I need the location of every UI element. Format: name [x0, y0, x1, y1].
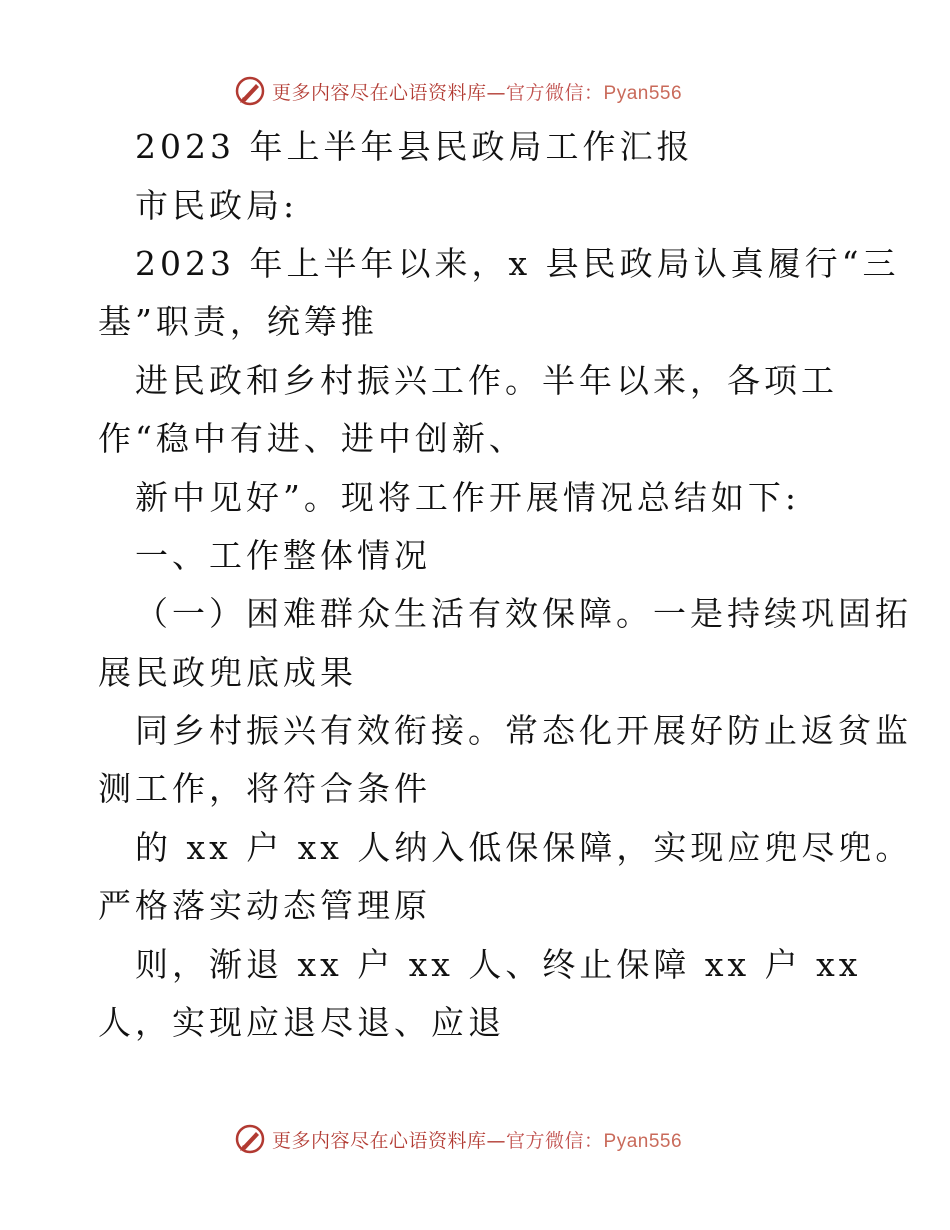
- doc-title: 2023 年上半年县民政局工作汇报: [135, 127, 694, 166]
- watermark-wechat-label: 官方微信：: [506, 1130, 604, 1152]
- doc-line: 的 xx 户 xx 人纳入低保保障，实现应兜尽兜。: [135, 828, 913, 867]
- watermark-text: 更多内容尽在心语资料库—: [272, 82, 507, 104]
- doc-section-heading: 一、工作整体情况: [135, 536, 431, 575]
- doc-line: 严格落实动态管理原: [98, 886, 431, 925]
- watermark-wechat-id: Pyan556: [603, 1131, 683, 1152]
- doc-line: 测工作，将符合条件: [98, 769, 431, 808]
- doc-line: 2023 年上半年以来，x 县民政局认真履行“三: [135, 244, 900, 283]
- doc-line: 人，实现应退尽退、应退: [98, 1003, 505, 1042]
- doc-line: 展民政兜底成果: [98, 653, 357, 692]
- doc-line: 进民政和乡村振兴工作。半年以来，各项工: [135, 361, 838, 400]
- pen-logo-icon: [234, 1123, 266, 1155]
- doc-line: （一）困难群众生活有效保障。一是持续巩固拓: [135, 594, 912, 633]
- doc-line: 同乡村振兴有效衔接。常态化开展好防止返贫监: [135, 711, 912, 750]
- doc-line: 作“稳中有进、进中创新、: [98, 419, 526, 458]
- pen-logo-icon: [234, 75, 266, 107]
- watermark-text: 更多内容尽在心语资料库—: [272, 1130, 507, 1152]
- doc-line: 则，渐退 xx 户 xx 人、终止保障 xx 户 xx: [135, 945, 862, 984]
- doc-line: 基”职责，统筹推: [98, 302, 378, 341]
- watermark-banner-top: [0, 72, 950, 112]
- watermark-wechat-id: Pyan556: [603, 83, 683, 104]
- doc-line: 新中见好”。现将工作开展情况总结如下:: [135, 478, 800, 517]
- watermark-banner-bottom: [0, 1120, 950, 1160]
- doc-salutation: 市民政局:: [135, 186, 299, 225]
- watermark-wechat-label: 官方微信：: [506, 82, 604, 104]
